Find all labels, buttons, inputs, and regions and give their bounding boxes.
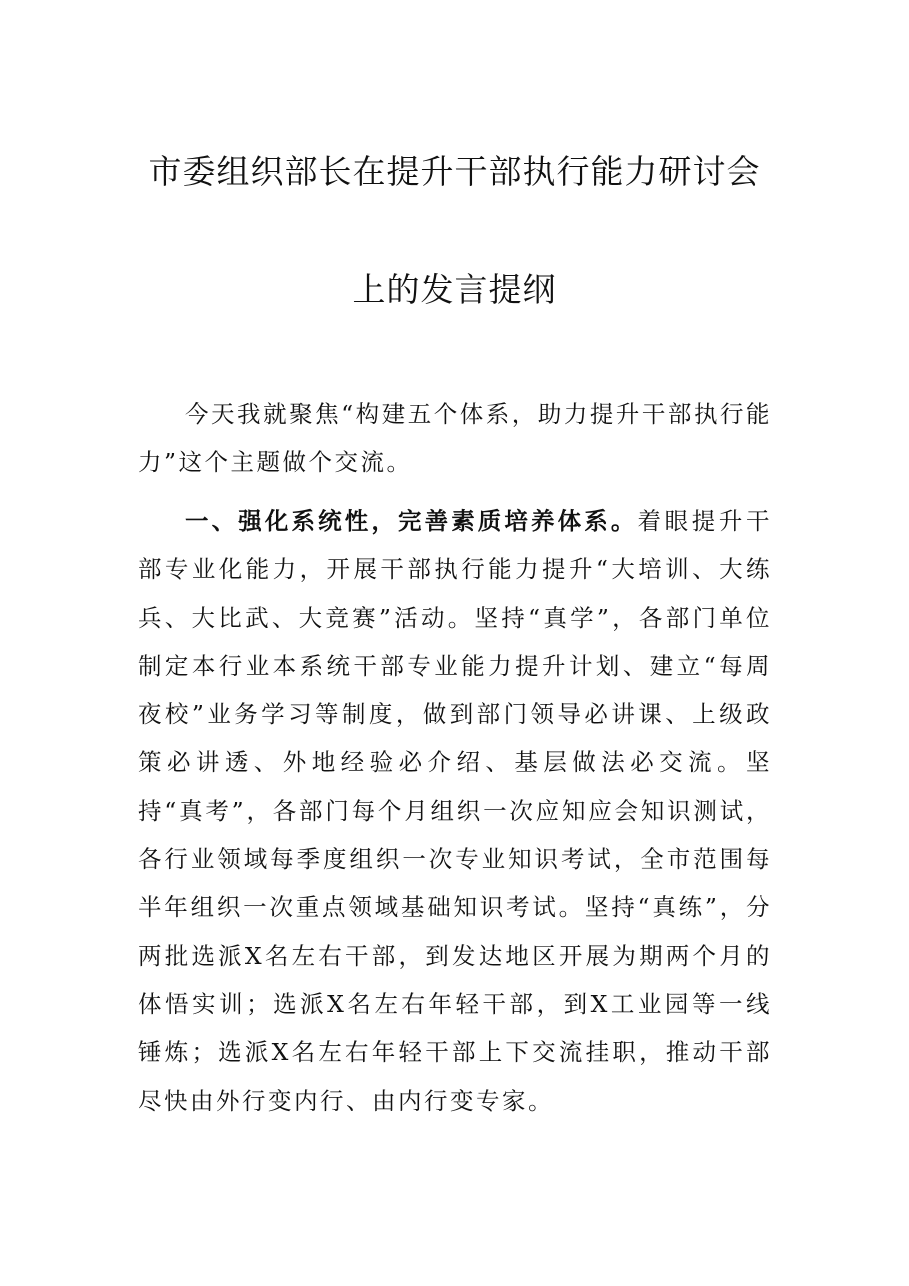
intro-paragraph: 今天我就聚焦“构建五个体系，助力提升干部执行能力”这个主题做个交流。	[138, 400, 772, 477]
section-1-paragraph	[138, 497, 772, 1125]
document-title-line-2: 上的发言提纲	[352, 270, 557, 309]
section-1-heading: 一、强化系统性，完善素质培养体系。	[185, 507, 638, 535]
document-title-line-1: 市委组织部长在提升干部执行能力研讨会	[148, 152, 761, 191]
section-1-body: 着眼提升干部专业化能力，开展干部执行能力提升“大培训、大练兵、大比武、大竞赛”活动。坚持“真学”，各部门单位制定本行业本系统干部专业能力提升计划、建立“每周夜校”业务学习等制度，做到部门领导必讲课、上级政策必讲透、外地经验必介绍、基层做法必交流。坚持“真考”，各部门每个月组织一次应知应会知识测试，各行业领域每季度组织一次专业知识考试，全市范围每半年组织一次重点领域基础知识考试。坚持“真练”，分两批选派X名左右干部，到发达地区开展为期两个月的体悟实训；选派X名左右年轻干部，到X工业园等一线锤炼；选派X名左右年轻干部上下交流挂职，推动干部尽快由外行变内行、由内行变专家。	[138, 507, 773, 1115]
